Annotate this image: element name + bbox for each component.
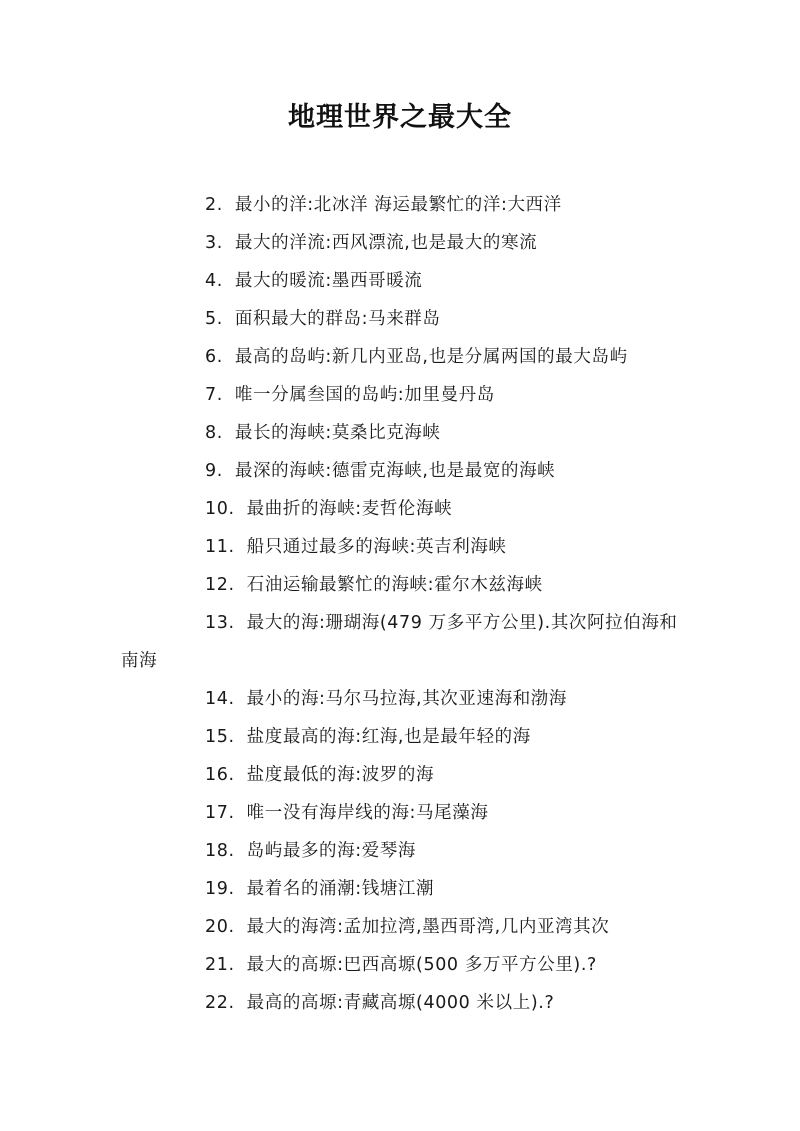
list-item: [121, 262, 691, 300]
list-item: [121, 338, 691, 376]
item-text: 最大的洋流:西风漂流,也是最大的寒流: [234, 233, 538, 253]
item-number: 21.: [205, 955, 235, 975]
item-number: 11.: [205, 537, 235, 557]
list-item: [121, 186, 691, 224]
item-text: 最深的海峡:德雷克海峡,也是最宽的海峡: [234, 461, 556, 481]
item-number: 5.: [205, 309, 223, 329]
list-item: [121, 794, 691, 832]
item-text: 最高的岛屿:新几内亚岛,也是分属两国的最大岛屿: [234, 347, 628, 367]
list-item: [121, 528, 691, 566]
item-list: [121, 186, 691, 1022]
item-text: 岛屿最多的海:爱琴海: [246, 841, 417, 861]
item-text: 石油运输最繁忙的海峡:霍尔木兹海峡: [246, 575, 543, 595]
item-number: 10.: [205, 499, 235, 519]
item-text: 最高的高塬:青藏高塬(4000 米以上).?: [246, 993, 555, 1013]
item-text: 盐度最低的海:波罗的海: [246, 765, 435, 785]
list-item: [121, 756, 691, 794]
item-text: 唯一没有海岸线的海:马尾藻海: [246, 803, 489, 823]
item-text: 最小的洋:北冰洋 海运最繁忙的洋:大西洋: [234, 195, 562, 215]
item-number: 7.: [205, 385, 223, 405]
item-text: 最大的海湾:孟加拉湾,墨西哥湾,几内亚湾其次: [246, 917, 610, 937]
item-text: 最着名的涌潮:钱塘江潮: [246, 879, 435, 899]
list-item: [121, 376, 691, 414]
list-item: [121, 452, 691, 490]
item-number: 17.: [205, 803, 235, 823]
item-text: 唯一分属叁国的岛屿:加里曼丹岛: [234, 385, 495, 405]
list-item: [121, 300, 691, 338]
item-number: 2.: [205, 195, 223, 215]
item-number: 19.: [205, 879, 235, 899]
item-text: 最长的海峡:莫桑比克海峡: [234, 423, 441, 443]
item-text: 船只通过最多的海峡:英吉利海峡: [246, 537, 507, 557]
item-number: 4.: [205, 271, 223, 291]
list-item: [121, 566, 691, 604]
item-number: 12.: [205, 575, 235, 595]
list-item: [121, 946, 691, 984]
item-text: 面积最大的群岛:马来群岛: [234, 309, 441, 329]
list-item: [121, 832, 691, 870]
list-item: [121, 414, 691, 452]
list-item: [121, 718, 691, 756]
page-title: 地理世界之最大全: [288, 102, 512, 133]
item-number: 22.: [205, 993, 235, 1013]
item-number: 6.: [205, 347, 223, 367]
item-number: 8.: [205, 423, 223, 443]
list-item: [121, 908, 691, 946]
item-text: 最大的高塬:巴西高塬(500 多万平方公里).?: [246, 955, 597, 975]
list-item: [121, 870, 691, 908]
item-text: 盐度最高的海:红海,也是最年轻的海: [246, 727, 531, 747]
item-text: 最小的海:马尔马拉海,其次亚速海和渤海: [246, 689, 567, 709]
item-text: 最曲折的海峡:麦哲伦海峡: [246, 499, 453, 519]
list-item: [121, 984, 691, 1022]
list-item: [121, 224, 691, 262]
list-item: [121, 490, 691, 528]
item-text: 最大的海:珊瑚海(479 万多平方公里).其次阿拉伯海和南海: [121, 613, 678, 671]
item-number: 14.: [205, 689, 235, 709]
item-text: 最大的暖流:墨西哥暖流: [234, 271, 423, 291]
item-number: 3.: [205, 233, 223, 253]
item-number: 16.: [205, 765, 235, 785]
item-number: 13.: [205, 613, 235, 633]
list-item: [121, 604, 691, 680]
item-number: 18.: [205, 841, 235, 861]
item-number: 20.: [205, 917, 235, 937]
item-number: 9.: [205, 461, 223, 481]
list-item: [121, 680, 691, 718]
item-number: 15.: [205, 727, 235, 747]
